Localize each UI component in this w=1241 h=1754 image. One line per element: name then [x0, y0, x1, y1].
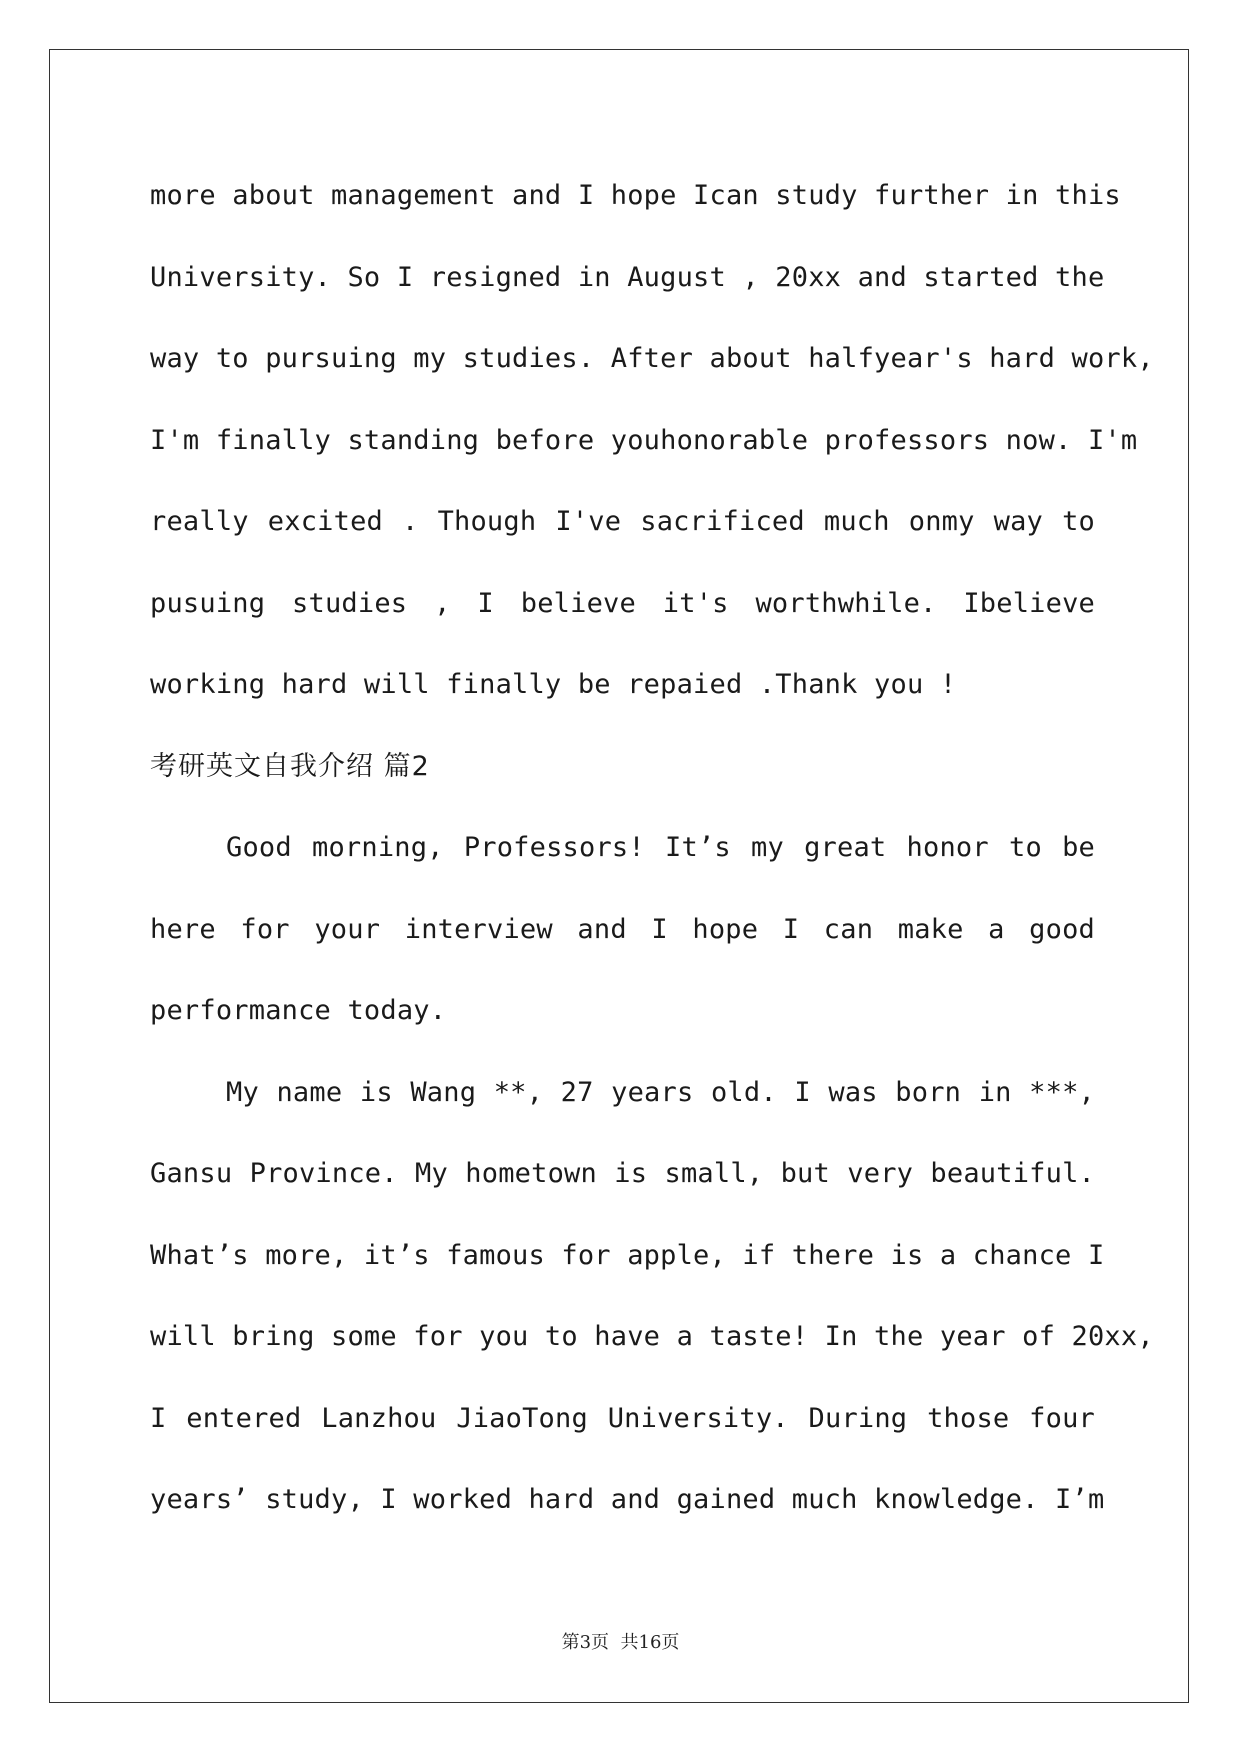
text-line: My name is Wang **, 27 years old. I was born in ***,: [226, 1076, 1095, 1108]
page-number: 第3页 共16页: [561, 1632, 680, 1653]
text-line: What’s more, it’s famous for apple, if there is a chance I: [150, 1239, 1105, 1271]
text-line: will bring some for you to have a taste! In the year of 20xx,: [150, 1321, 1154, 1352]
text-line: performance today.: [150, 995, 447, 1026]
text-line: years’ study, I worked hard and gained much knowledge. I’m: [150, 1484, 1105, 1515]
text-line: working hard will finally be repaied .Thank you !: [150, 669, 957, 700]
page-footer: [0, 1628, 1241, 1654]
text-line: Gansu Province. My hometown is small, but very beautiful.: [150, 1158, 1095, 1189]
document-body: [150, 155, 1154, 1541]
section-heading: 考研英文自我介绍 篇2: [150, 750, 430, 782]
text-line: here for your interview and I hope I can make a good: [150, 913, 1095, 945]
text-line: I entered Lanzhou JiaoTong University. During those four: [150, 1402, 1095, 1434]
text-line: I'm finally standing before youhonorable professors now. I'm: [150, 424, 1138, 456]
text-line: really excited . Though I've sacrificed much onmy way to: [150, 506, 1095, 537]
text-line: more about management and I hope Ican study further in this: [150, 180, 1121, 211]
text-line: Good morning, Professors! It’s my great honor to be: [226, 832, 1095, 863]
text-line: way to pursuing my studies. After about halfyear's hard work,: [150, 343, 1154, 374]
text-line: University. So I resigned in August , 20xx and started the: [150, 261, 1105, 293]
text-line: pusuing studies , I believe it's worthwhile. Ibelieve: [150, 587, 1095, 619]
